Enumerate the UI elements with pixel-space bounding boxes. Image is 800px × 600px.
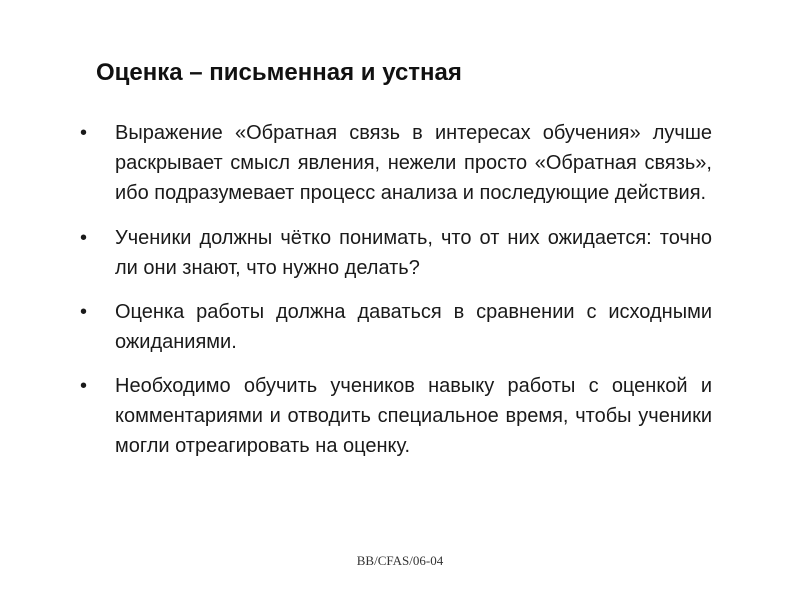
bullet-item [80, 297, 712, 357]
bullet-item [80, 223, 712, 283]
bullet-marker: • [80, 122, 88, 144]
bullet-item [80, 118, 712, 208]
bullet-list [80, 118, 712, 475]
footer-code: BB/CFAS/06-04 [356, 553, 444, 568]
bullet-text: Необходимо обучить учеников навыку работы с оценкой и комментариями и отводить специальное время, чтобы ученики могли отреагировать на оценку. [115, 375, 712, 457]
bullet-text: Оценка работы должна даваться в сравнении с исходными ожиданиями. [115, 301, 712, 353]
bullet-marker: • [80, 375, 88, 397]
bullet-text: Выражение «Обратная связь в интересах обучения» лучше раскрывает смысл явления, нежели просто «Обратная связь», ибо подразумевает процесс анализа и последующие действия. [115, 122, 712, 204]
slide-footer [0, 552, 800, 570]
bullet-text: Ученики должны чётко понимать, что от них ожидается: точно ли они знают, что нужно делать? [115, 227, 712, 279]
bullet-marker: • [80, 227, 88, 249]
slide-title: Оценка – письменная и устная [96, 59, 462, 86]
bullet-marker: • [80, 301, 88, 323]
bullet-item [80, 371, 712, 461]
